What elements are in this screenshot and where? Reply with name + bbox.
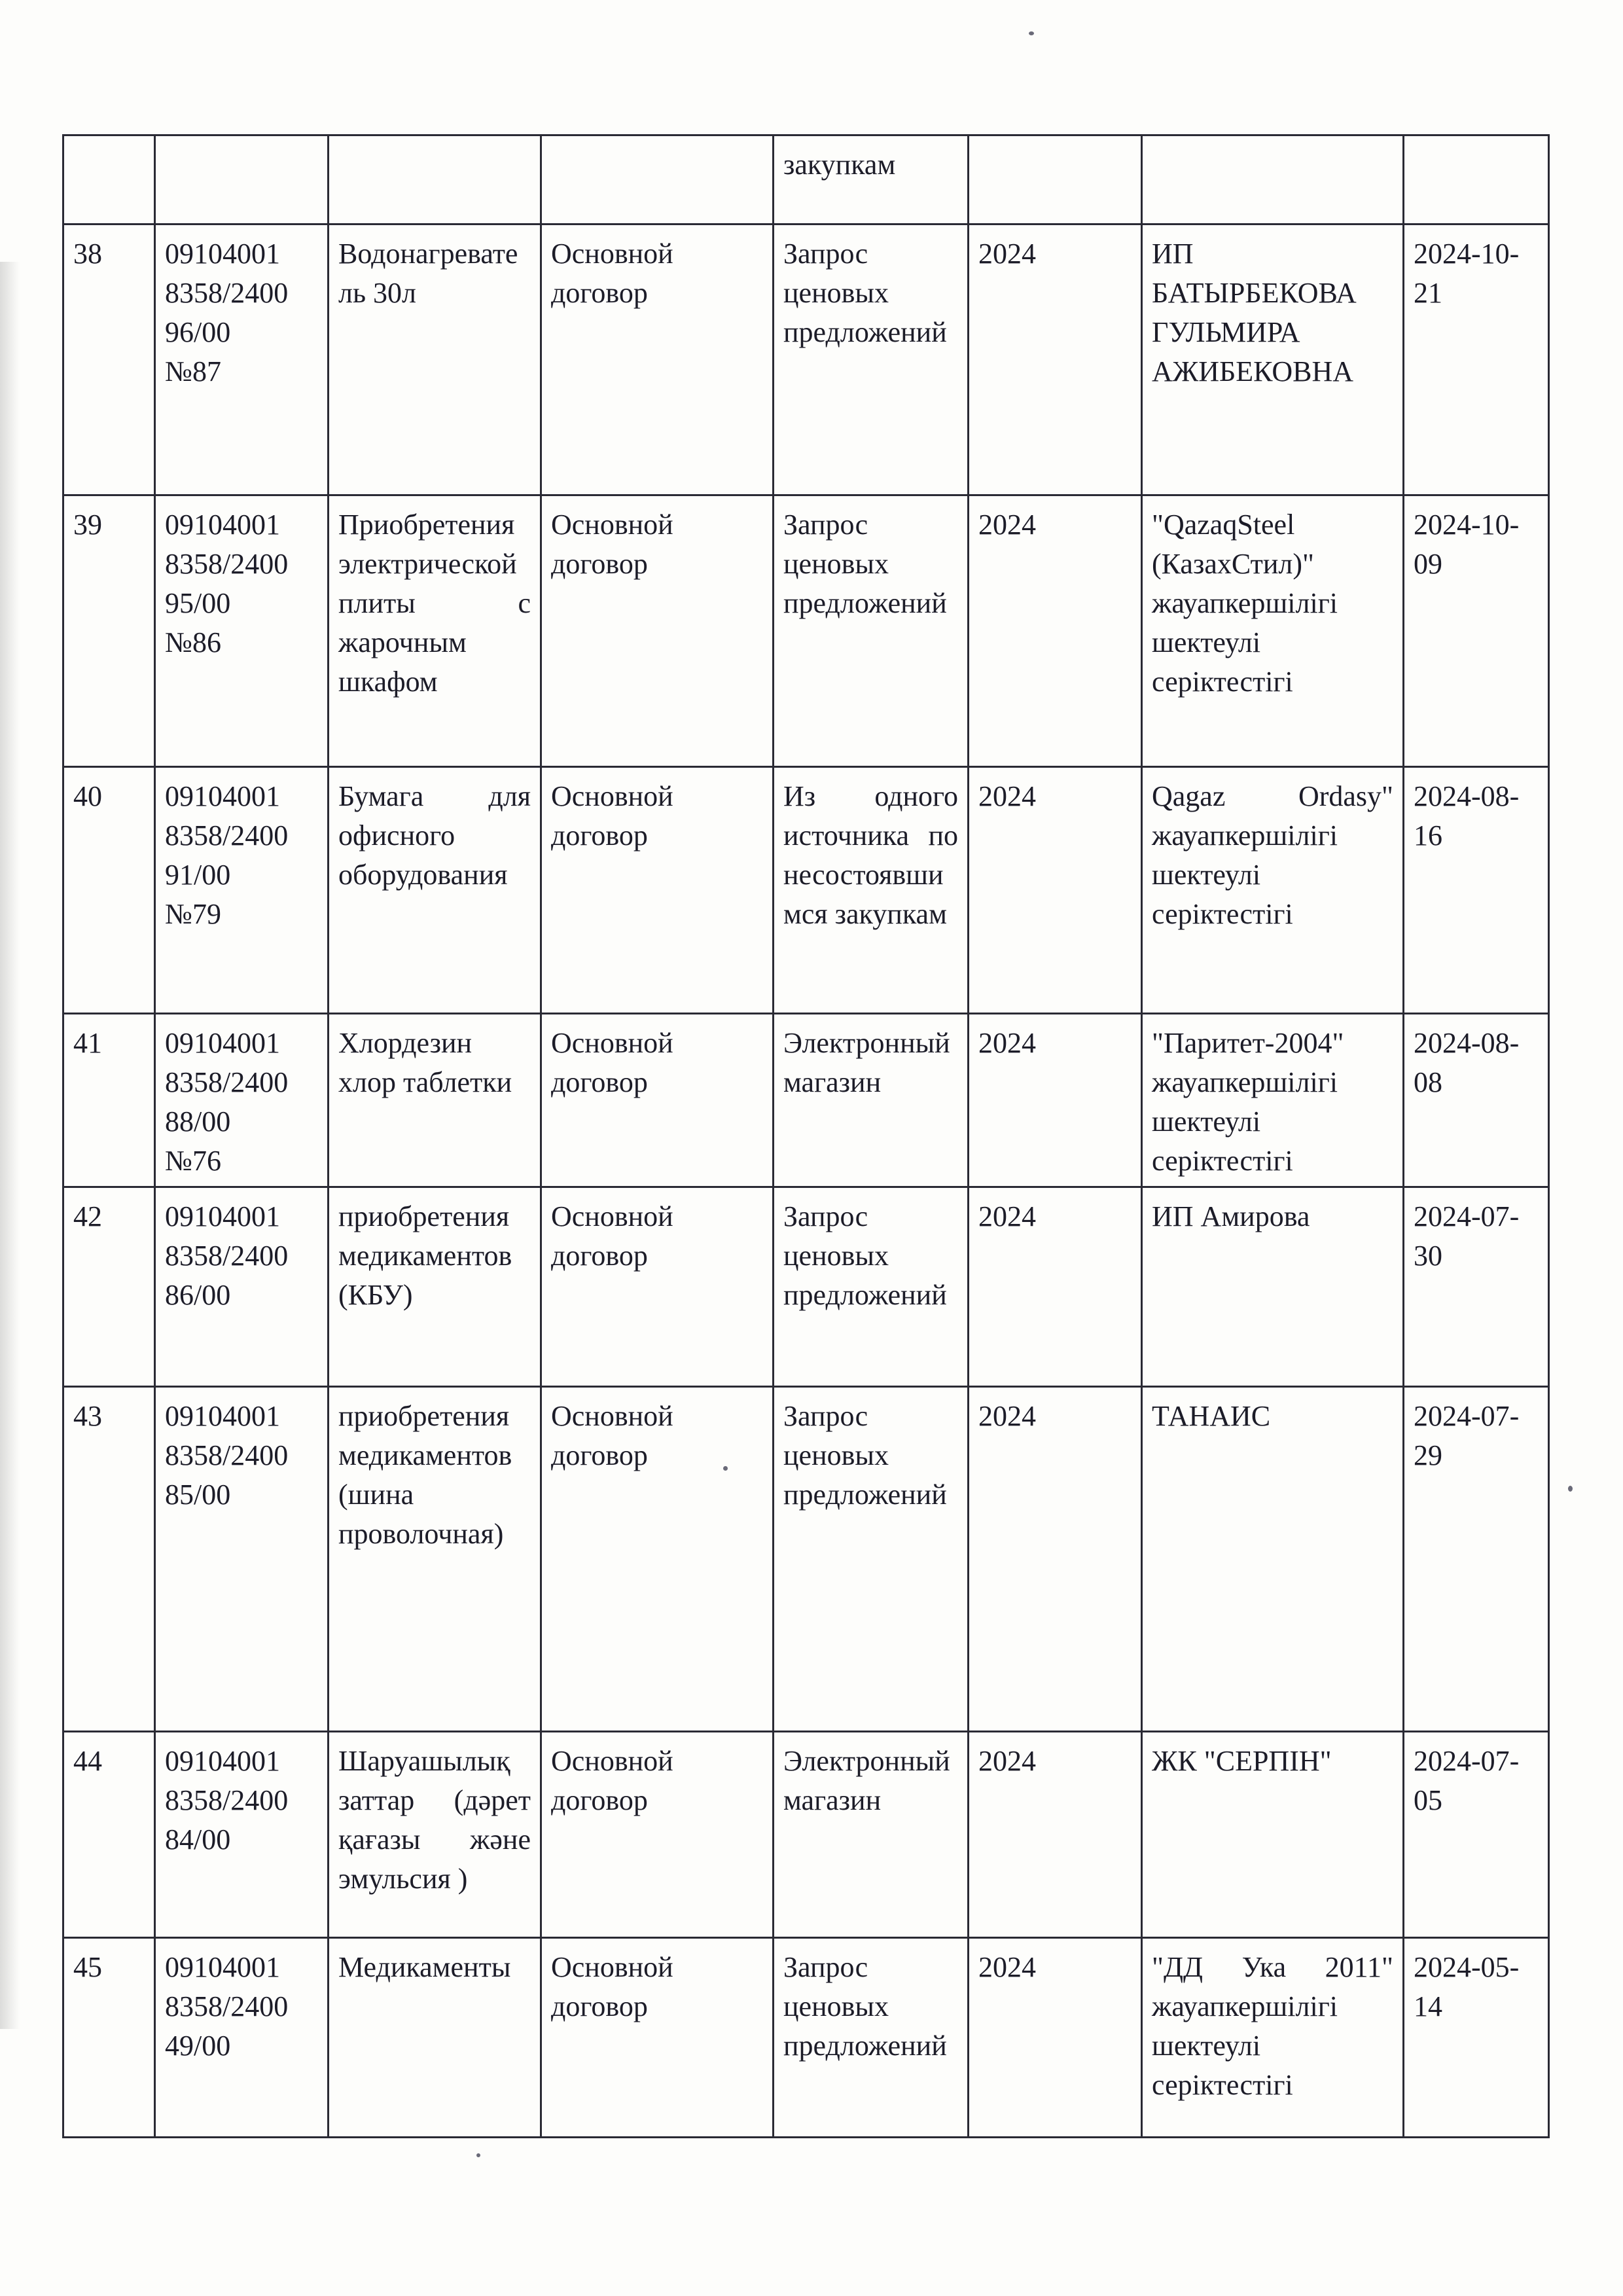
item-title-cell: Водонагреватель 30л — [329, 224, 541, 495]
table-row — [63, 1187, 1549, 1387]
contract-number-cell — [155, 224, 329, 495]
supplier-cell: ТАНАИС — [1142, 1387, 1404, 1732]
item-title-cell: Медикаменты — [329, 1938, 541, 2138]
procurement-method-cell: Запрос ценовых предложений — [774, 1387, 969, 1732]
date-cell: 2024-10-09 — [1404, 495, 1549, 767]
contract-type-cell: Основной договор — [541, 1187, 774, 1387]
date-cell: 2024-07-30 — [1404, 1187, 1549, 1387]
contract-number-line: 8358/2400 — [165, 1439, 289, 1471]
procurement-method-cell: Из одного источника по несостоявшимся закупкам — [774, 767, 969, 1014]
contract-number-line: 96/00 — [165, 316, 231, 348]
row-number-cell: 39 — [63, 495, 155, 767]
year-cell: 2024 — [969, 224, 1142, 495]
contract-number-line: 09104001 — [165, 1951, 280, 1983]
contract-number-line: №87 — [165, 355, 221, 387]
contract-type-cell: Основной договор — [541, 1014, 774, 1187]
date-cell: 2024-08-16 — [1404, 767, 1549, 1014]
procurement-method-cell: Запрос ценовых предложений — [774, 224, 969, 495]
table-row — [63, 495, 1549, 767]
item-title-cell: приобретения медикаментов (КБУ) — [329, 1187, 541, 1387]
contract-number-line: 09104001 — [165, 1027, 280, 1059]
item-title-cell: Бумага для офисного оборудования — [329, 767, 541, 1014]
contract-number-cell — [155, 767, 329, 1014]
contract-number-line: 8358/2400 — [165, 819, 289, 852]
supplier-cell: ЖК "СЕРПІН" — [1142, 1732, 1404, 1938]
supplier-cell: ИП Амирова — [1142, 1187, 1404, 1387]
year-cell: 2024 — [969, 1387, 1142, 1732]
contract-type-cell: Основной договор — [541, 1938, 774, 2138]
table-row — [63, 1732, 1549, 1938]
contract-type-cell: Основной договор — [541, 1387, 774, 1732]
contract-type-cell: Основной договор — [541, 495, 774, 767]
supplier-cell: "QazaqSteel (КазахСтил)" жауапкершілігі шектеулі серіктестігі — [1142, 495, 1404, 767]
contract-number-line: №79 — [165, 898, 221, 930]
supplier-cell — [1142, 135, 1404, 224]
item-title-cell: приобретения медикаментов (шина проволочная) — [329, 1387, 541, 1732]
contract-number-line: 86/00 — [165, 1279, 231, 1311]
supplier-cell: Qagaz Ordasy" жауапкершілігі шектеулі серіктестігі — [1142, 767, 1404, 1014]
item-title-cell: Хлордезин хлор таблетки — [329, 1014, 541, 1187]
contract-number-line: №86 — [165, 626, 221, 658]
contract-number-line: 8358/2400 — [165, 548, 289, 580]
contract-number-line: 88/00 — [165, 1105, 231, 1138]
date-cell: 2024-07-05 — [1404, 1732, 1549, 1938]
year-cell: 2024 — [969, 1187, 1142, 1387]
scan-speck — [1568, 1486, 1573, 1492]
contract-number-line: 85/00 — [165, 1479, 231, 1511]
item-title-cell — [329, 135, 541, 224]
contract-number-cell — [155, 1014, 329, 1187]
year-cell: 2024 — [969, 1732, 1142, 1938]
contract-number-line: 49/00 — [165, 2030, 231, 2062]
contract-number-line: №76 — [165, 1145, 221, 1177]
contract-number-line: 8358/2400 — [165, 277, 289, 309]
contract-type-cell: Основной договор — [541, 224, 774, 495]
contract-number-line: 09104001 — [165, 1200, 280, 1232]
procurement-table — [62, 134, 1550, 2138]
scan-speck — [476, 2153, 480, 2157]
contract-number-line: 8358/2400 — [165, 1990, 289, 2022]
date-cell: 2024-07-29 — [1404, 1387, 1549, 1732]
contract-type-cell: Основной договор — [541, 1732, 774, 1938]
year-cell: 2024 — [969, 767, 1142, 1014]
contract-number-cell — [155, 1938, 329, 2138]
supplier-cell: ИП БАТЫРБЕКОВА ГУЛЬМИРА АЖИБЕКОВНА — [1142, 224, 1404, 495]
table-row — [63, 1938, 1549, 2138]
procurement-method-cell: Электронный магазин — [774, 1014, 969, 1187]
contract-number-cell — [155, 1187, 329, 1387]
contract-number-line: 8358/2400 — [165, 1784, 289, 1816]
contract-number-line: 8358/2400 — [165, 1240, 289, 1272]
scan-speck — [1029, 31, 1034, 35]
row-number-cell: 43 — [63, 1387, 155, 1732]
table-row — [63, 224, 1549, 495]
date-cell: 2024-08-08 — [1404, 1014, 1549, 1187]
item-title-cell: Приобретения электрической плиты с жарочным шкафом — [329, 495, 541, 767]
supplier-cell: "ДД Ука 2011" жауапкершілігі шектеулі серіктестігі — [1142, 1938, 1404, 2138]
table-row — [63, 1014, 1549, 1187]
contract-type-cell — [541, 135, 774, 224]
contract-number-cell — [155, 1387, 329, 1732]
year-cell: 2024 — [969, 1938, 1142, 2138]
date-cell: 2024-05-14 — [1404, 1938, 1549, 2138]
continuation-row — [63, 135, 1549, 224]
year-cell — [969, 135, 1142, 224]
date-cell: 2024-10-21 — [1404, 224, 1549, 495]
row-number-cell: 40 — [63, 767, 155, 1014]
contract-number-line: 84/00 — [165, 1823, 231, 1856]
row-number-cell: 41 — [63, 1014, 155, 1187]
procurement-method-cell: Запрос ценовых предложений — [774, 1187, 969, 1387]
date-cell — [1404, 135, 1549, 224]
row-number-cell: 45 — [63, 1938, 155, 2138]
contract-number-line: 95/00 — [165, 587, 231, 619]
table-row — [63, 1387, 1549, 1732]
contract-number-cell — [155, 495, 329, 767]
row-number-cell: 44 — [63, 1732, 155, 1938]
contract-number-line: 09104001 — [165, 1745, 280, 1777]
contract-number-cell — [155, 135, 329, 224]
item-title-cell: Шаруашылық заттар (дәрет қағазы және эмульсия ) — [329, 1732, 541, 1938]
contract-number-cell — [155, 1732, 329, 1938]
contract-number-line: 09104001 — [165, 238, 280, 270]
procurement-method-cell: Запрос ценовых предложений — [774, 1938, 969, 2138]
year-cell: 2024 — [969, 1014, 1142, 1187]
supplier-cell: "Паритет-2004" жауапкершілігі шектеулі серіктестігі — [1142, 1014, 1404, 1187]
contract-number-line: 8358/2400 — [165, 1066, 289, 1098]
row-number-cell — [63, 135, 155, 224]
procurement-method-cell: Электронный магазин — [774, 1732, 969, 1938]
year-cell: 2024 — [969, 495, 1142, 767]
contract-number-line: 09104001 — [165, 780, 280, 812]
scan-shadow — [0, 262, 20, 2029]
table-row — [63, 767, 1549, 1014]
procurement-method-cell: закупкам — [774, 135, 969, 224]
contract-type-cell: Основной договор — [541, 767, 774, 1014]
row-number-cell: 42 — [63, 1187, 155, 1387]
contract-number-line: 91/00 — [165, 859, 231, 891]
contract-number-line: 09104001 — [165, 1400, 280, 1432]
contract-number-line: 09104001 — [165, 509, 280, 541]
row-number-cell: 38 — [63, 224, 155, 495]
procurement-method-cell: Запрос ценовых предложений — [774, 495, 969, 767]
